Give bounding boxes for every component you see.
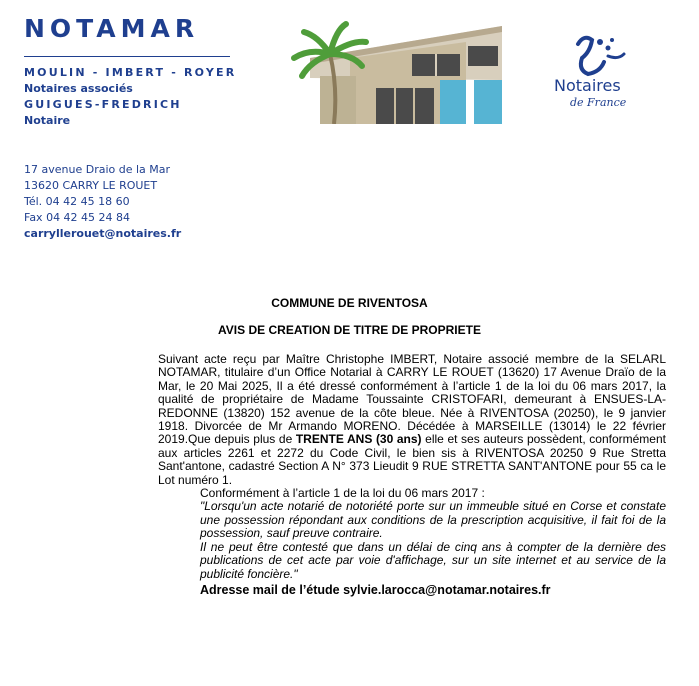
address-email[interactable]: carryllerouet@notaires.fr — [24, 227, 182, 240]
notice-title: AVIS DE CREATION DE TITRE DE PROPRIETE — [218, 323, 481, 337]
address-fax: Fax 04 42 45 24 84 — [24, 211, 131, 224]
law-quote-2: Il ne peut être contesté que dans un délai de cinq ans à compter de la dernière des publications de cet acte par voie d'affichage, sur un site internet et au service de la publicité foncière." — [200, 539, 666, 581]
address-street: 17 avenue Draio de la Mar — [24, 163, 171, 176]
building-logo — [290, 18, 518, 124]
partners-role: Notaires associés — [24, 82, 133, 95]
brand-title: NOTAMAR — [24, 14, 200, 43]
main-paragraph-start: Suivant acte reçu par Maître Christophe IMBERT, Notaire associé membre de la SELARL NOTAMAR, titulaire d’un Office Notarial à CARRY LE ROUET (13620) 17 Avenue Draïo de la Mar, le 20 Mai 2025, Il a été dressé conformément à l’article 1 de la loi du 06 mars 2017, la qualité de propriétaire de Madame Toussainte CRISTOFARI, demeurant à ENSUES-LA-REDONNE (13820) 152 avenue de la côte bleue. Née à RIVENTOSA (20250), le 9 janvier 1918. Divorcée de Mr Armando MORENO. Décédée à MARSEILLE (13014) le 22 février 2019.Que depuis plus de — [158, 352, 666, 447]
notary-name: GUIGUES-FREDRICH — [24, 98, 182, 111]
main-paragraph-end: elle et ses auteurs possèdent, conformément aux articles 2261 et 2272 du Code Civil, le bien sis à RIVENTOSA 20250 9 Rue Stretta Sant'antone, cadastré Section A N° 373 Lieudit 9 RUE STRETTA SANT'ANTONE pour 55 ca le Lot numéro 1. — [158, 432, 666, 487]
law-quote-1: "Lorsqu'un acte notarié de notoriété porte sur un immeuble situé en Corse et constate une possession répondant aux conditions de la prescription acquisitive, il fait foi de la possession, sauf preuve contraire. — [200, 499, 666, 541]
address-tel: Tél. 04 42 45 18 60 — [24, 195, 130, 208]
main-paragraph — [158, 353, 666, 487]
office-email-line[interactable]: Adresse mail de l’étude sylvie.larocca@notamar.notaires.fr — [200, 582, 551, 597]
brand-divider — [24, 56, 230, 57]
conformity-line: Conformément à l’article 1 de la loi du 06 mars 2017 : — [200, 486, 485, 501]
notaires-word: Notaires — [554, 76, 621, 95]
thirty-years-emphasis: TRENTE ANS (30 ans) — [295, 432, 422, 447]
de-france-word: de France — [570, 96, 627, 109]
address-city: 13620 CARRY LE ROUET — [24, 179, 158, 192]
notary-role: Notaire — [24, 114, 71, 127]
commune-heading: COMMUNE DE RIVENTOSA — [271, 296, 428, 310]
partners-line: MOULIN - IMBERT - ROYER — [24, 66, 237, 79]
notice-body — [158, 353, 666, 597]
notaires-de-france-logo — [548, 30, 658, 122]
